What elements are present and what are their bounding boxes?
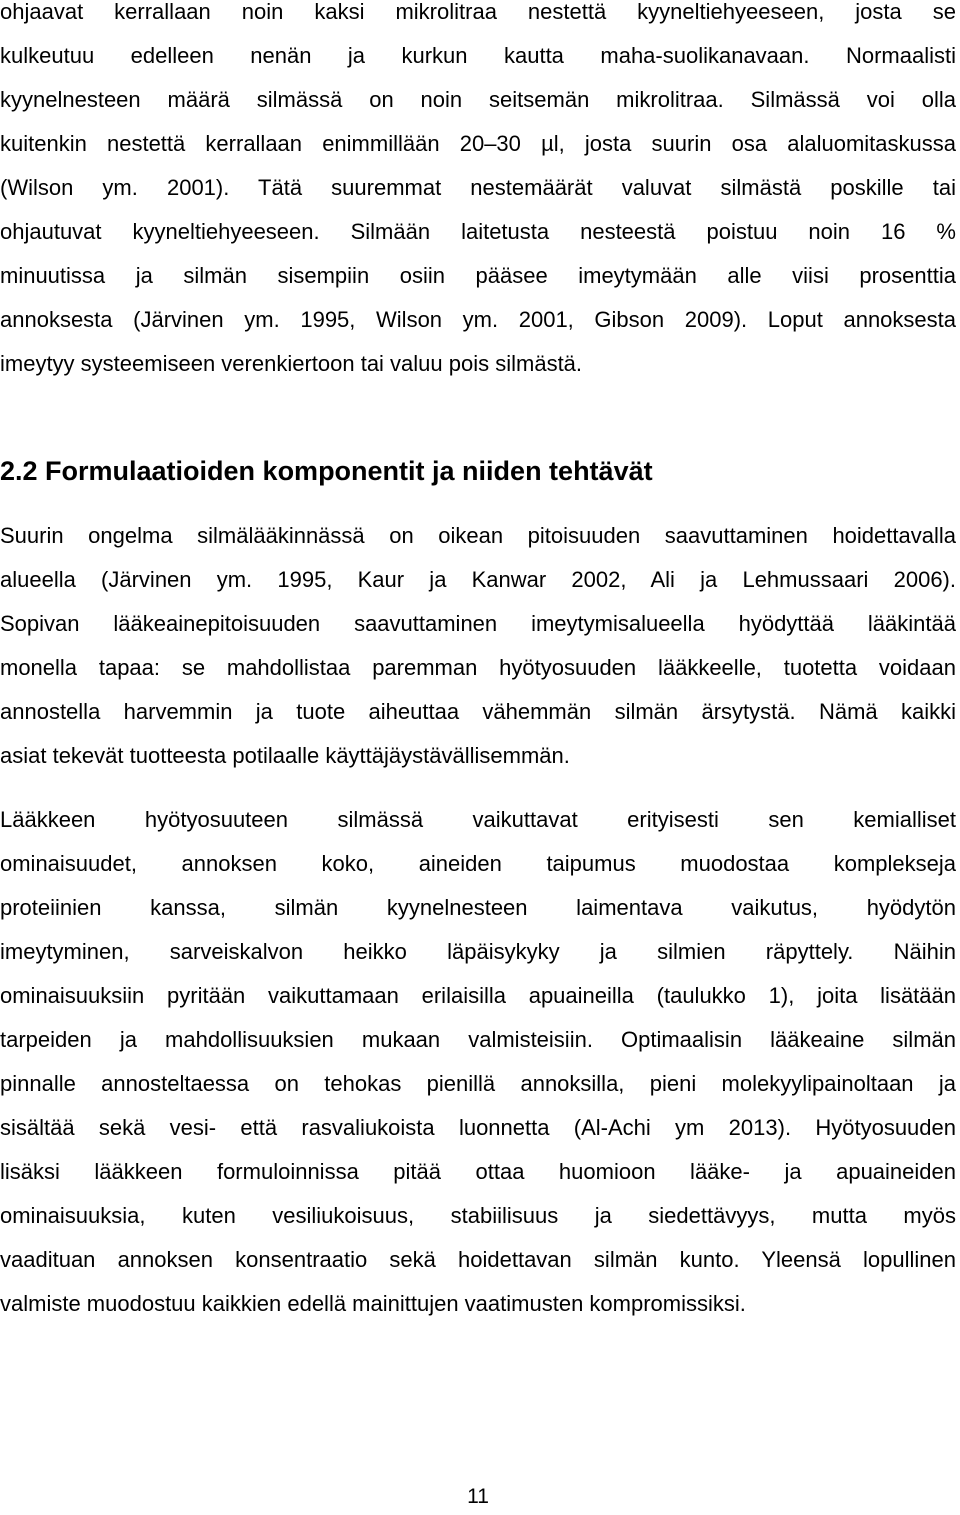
text-line: ominaisuuksiin pyritään vaikuttamaan erilaisilla apuaineilla (taulukko 1), joita lisätään [0,983,956,1008]
text-line: kulkeutuu edelleen nenän ja kurkun kautta maha-suolikanavaan. Normaalisti [0,43,956,68]
text-line: Suurin ongelma silmälääkinnässä on oikean pitoisuuden saavuttaminen hoidettavalla [0,523,956,548]
text-line: ohjaavat kerrallaan noin kaksi mikrolitraa nestettä kyyneltiehyeeseen, josta se [0,0,956,24]
text-line: ominaisuudet, annoksen koko, aineiden taipumus muodostaa komplekseja [0,851,956,876]
text-line: (Wilson ym. 2001). Tätä suuremmat nestemäärät valuvat silmästä poskille tai [0,175,956,200]
text-line: proteiinien kanssa, silmän kyynelnesteen laimentava vaikutus, hyödytön [0,895,956,920]
page-number: 11 [467,1485,489,1508]
paragraph-2 [0,514,956,778]
text-line: kuitenkin nestettä kerrallaan enimmillään 20–30 µl, josta suurin osa alaluomitaskussa [0,131,956,156]
text-line: asiat tekevät tuotteesta potilaalle käyttäjäystävällisemmän. [0,743,570,768]
paragraph-1 [0,0,956,386]
text-line: vaadituan annoksen konsentraatio sekä hoidettavan silmän kunto. Yleensä lopullinen [0,1247,956,1272]
text-line: sisältää sekä vesi- että rasvaliukoista luonnetta (Al-Achi ym 2013). Hyötyosuuden [0,1115,956,1140]
text-line: imeytyy systeemiseen verenkiertoon tai valuu pois silmästä. [0,351,583,376]
text-line: lisäksi lääkkeen formuloinnissa pitää ottaa huomioon lääke- ja apuaineiden [0,1159,956,1184]
text-line: valmiste muodostuu kaikkien edellä mainittujen vaatimusten kompromissiksi. [0,1291,746,1316]
text-line: tarpeiden ja mahdollisuuksien mukaan valmisteisiin. Optimaalisin lääkeaine silmän [0,1027,956,1052]
text-line: annostella harvemmin ja tuote aiheuttaa vähemmän silmän ärsytystä. Nämä kaikki [0,699,956,724]
text-line: ominaisuuksia, kuten vesiliukoisuus, stabiilisuus ja siedettävyys, mutta myös [0,1203,956,1228]
text-line: minuutissa ja silmän sisempiin osiin pääsee imeytymään alle viisi prosenttia [0,263,956,288]
text-line: Sopivan lääkeainepitoisuuden saavuttaminen imeytymisalueella hyödyttää lääkintää [0,611,956,636]
text-line: alueella (Järvinen ym. 1995, Kaur ja Kanwar 2002, Ali ja Lehmussaari 2006). [0,567,956,592]
text-line: pinnalle annosteltaessa on tehokas pienillä annoksilla, pieni molekyylipainoltaan ja [0,1071,956,1096]
section-heading: 2.2 Formulaatioiden komponentit ja niiden tehtävät [0,456,653,486]
paragraph-3 [0,798,956,1326]
text-line: monella tapaa: se mahdollistaa paremman hyötyosuuden lääkkeelle, tuotetta voidaan [0,655,956,680]
text-line: kyynelnesteen määrä silmässä on noin seitsemän mikrolitraa. Silmässä voi olla [0,87,956,112]
text-line: ohjautuvat kyyneltiehyeeseen. Silmään laitetusta nesteestä poistuu noin 16 % [0,219,956,244]
text-line: Lääkkeen hyötyosuuteen silmässä vaikuttavat erityisesti sen kemialliset [0,807,956,832]
text-line: annoksesta (Järvinen ym. 1995, Wilson ym. 2001, Gibson 2009). Loput annoksesta [0,307,956,332]
text-line: imeytyminen, sarveiskalvon heikko läpäisykyky ja silmien räpyttely. Näihin [0,939,956,964]
